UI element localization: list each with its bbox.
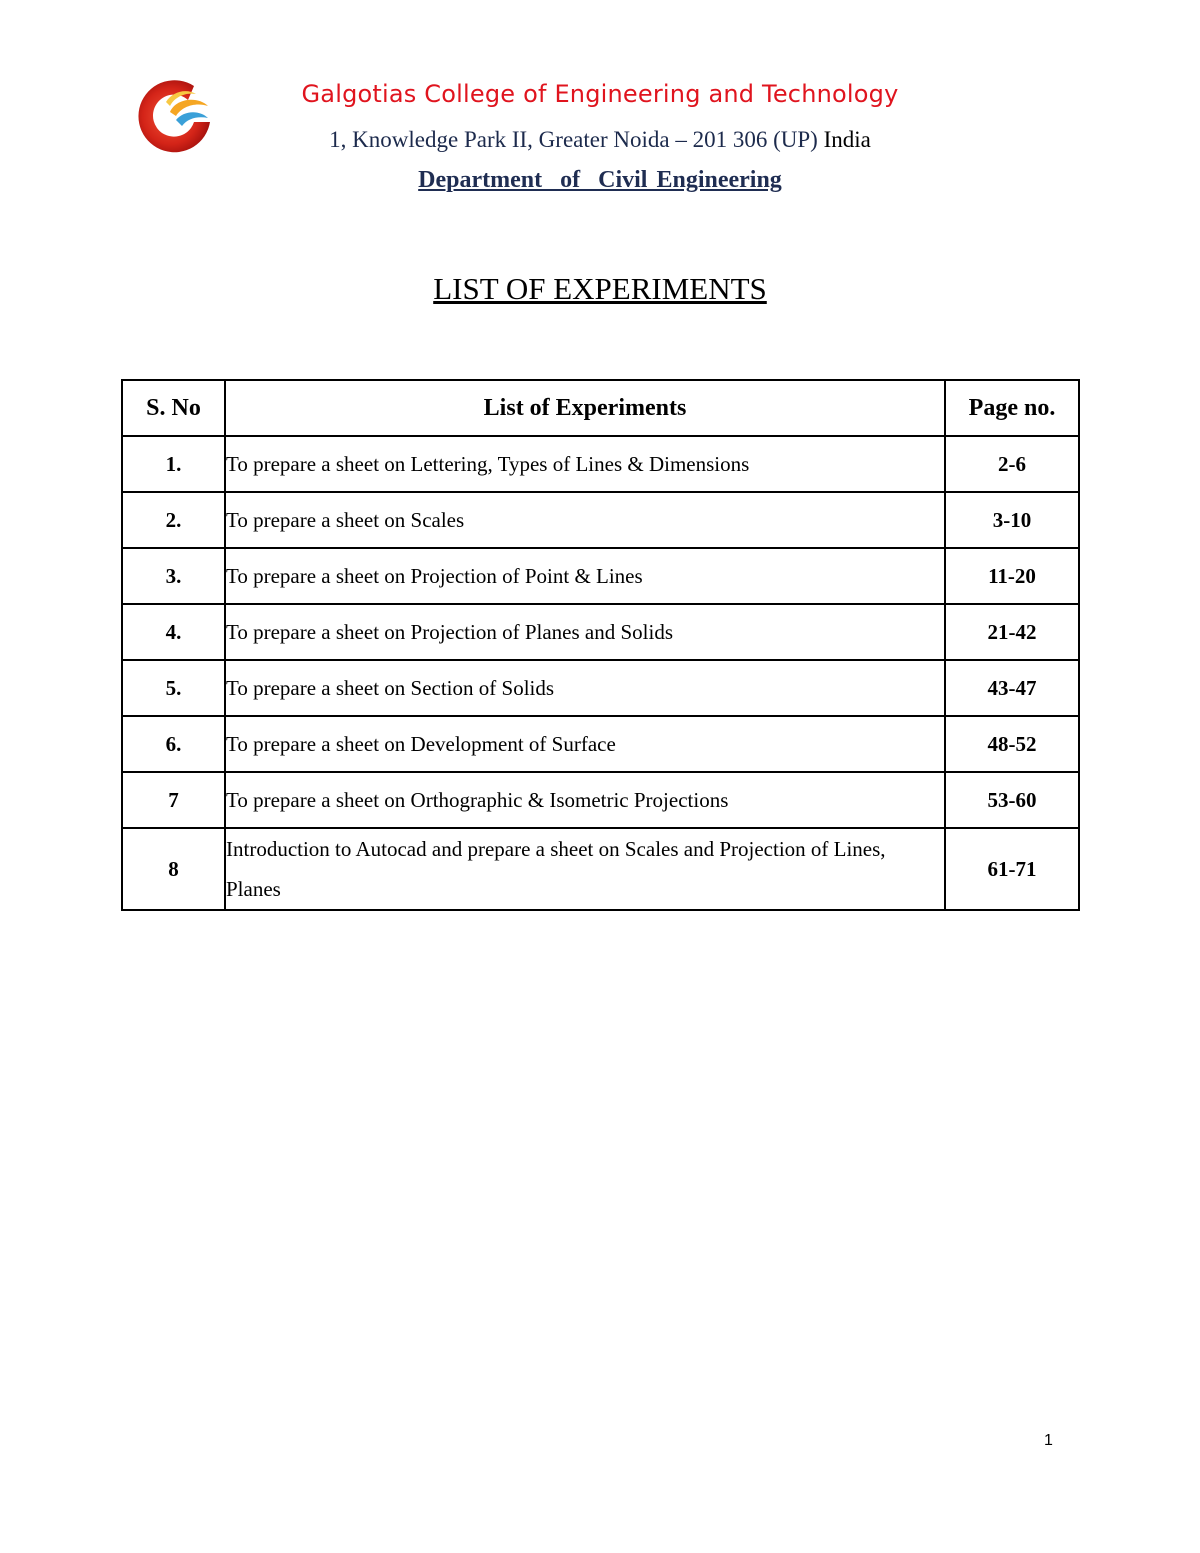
row-title: To prepare a sheet on Section of Solids [225, 660, 945, 716]
row-title: Introduction to Autocad and prepare a sheet on Scales and Projection of Lines, Planes [225, 828, 945, 910]
table-row [122, 660, 1079, 716]
row-sno: 6. [122, 716, 225, 772]
row-title: To prepare a sheet on Lettering, Types of Lines & Dimensions [225, 436, 945, 492]
college-address [0, 127, 1200, 153]
table-row [122, 492, 1079, 548]
row-title: To prepare a sheet on Development of Surface [225, 716, 945, 772]
header-experiments: List of Experiments [225, 380, 945, 436]
row-pages: 2-6 [945, 436, 1079, 492]
row-sno: 3. [122, 548, 225, 604]
table-row [122, 716, 1079, 772]
header-sno: S. No [122, 380, 225, 436]
header-page-no: Page no. [945, 380, 1079, 436]
row-title: To prepare a sheet on Projection of Planes and Solids [225, 604, 945, 660]
department-name: Department of Civil Engineering [418, 167, 782, 193]
table-row [122, 548, 1079, 604]
row-sno: 7 [122, 772, 225, 828]
row-pages: 3-10 [945, 492, 1079, 548]
row-sno: 8 [122, 828, 225, 910]
row-pages: 11-20 [945, 548, 1079, 604]
table-row [122, 828, 1079, 910]
row-title: To prepare a sheet on Projection of Point & Lines [225, 548, 945, 604]
row-pages: 43-47 [945, 660, 1079, 716]
row-pages: 53-60 [945, 772, 1079, 828]
row-sno: 5. [122, 660, 225, 716]
page-number: 1 [1044, 1432, 1053, 1449]
row-sno: 2. [122, 492, 225, 548]
row-pages: 61-71 [945, 828, 1079, 910]
college-name: Galgotias College of Engineering and Technology [301, 80, 899, 108]
row-pages: 48-52 [945, 716, 1079, 772]
row-sno: 1. [122, 436, 225, 492]
row-sno: 4. [122, 604, 225, 660]
address-country: India [823, 127, 871, 152]
experiments-table [121, 379, 1080, 911]
row-title: To prepare a sheet on Scales [225, 492, 945, 548]
page-title: LIST OF EXPERIMENTS [433, 271, 767, 306]
address-text: 1, Knowledge Park II, Greater Noida – 201 306 (UP) [329, 127, 818, 152]
table-header-row [122, 380, 1079, 436]
table-row [122, 604, 1079, 660]
table-row [122, 436, 1079, 492]
row-title: To prepare a sheet on Orthographic & Isometric Projections [225, 772, 945, 828]
table-row [122, 772, 1079, 828]
row-pages: 21-42 [945, 604, 1079, 660]
